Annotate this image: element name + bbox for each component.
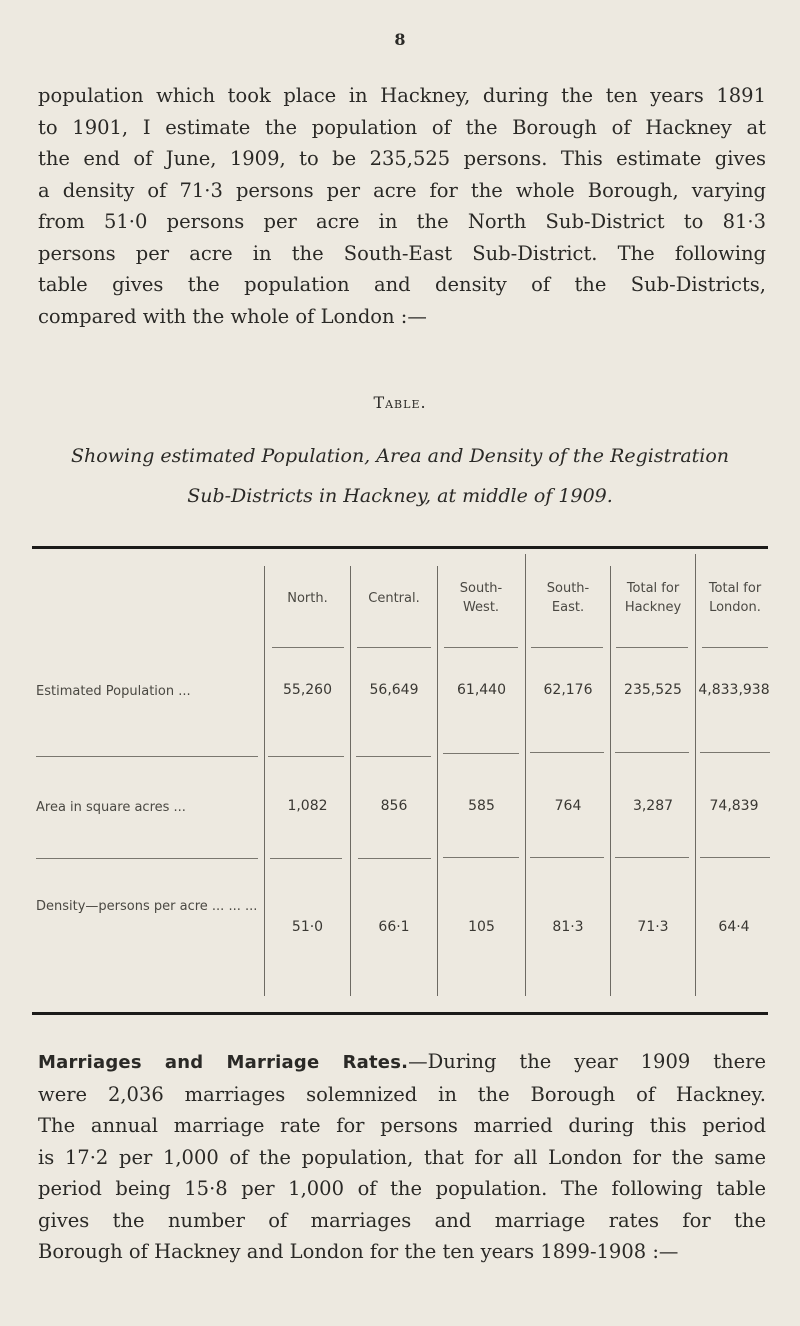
marriage-line: gives the number of marriages and marriage rates for the (38, 1208, 766, 1232)
intro-paragraph (38, 80, 766, 332)
table-cell: 3,287 (632, 798, 674, 814)
intro-line: table gives the population and density of the Sub-Districts, (38, 273, 766, 296)
marriage-line: Borough of Hackney and London for the ten years 1899-1908 :— (38, 1240, 679, 1263)
table-cell: 105 (468, 919, 495, 935)
intro-line: from 51·0 persons per acre in the North Sub-District to 81·3 (38, 210, 766, 233)
table-cell: 74,839 (709, 798, 759, 814)
row-label: Area in square acres ... (36, 800, 186, 815)
header-underline (357, 647, 431, 648)
table-top-rule (32, 546, 768, 549)
marriage-line-text: —During the year 1909 there (408, 1050, 766, 1073)
table-cell: 764 (554, 798, 582, 814)
row-separator (700, 752, 770, 753)
row-separator (615, 752, 689, 753)
row-separator (268, 756, 344, 757)
column-header-south-west: South-West. (459, 581, 503, 615)
header-underline (531, 647, 603, 648)
table-cell: 1,082 (287, 798, 328, 814)
header-underline (616, 647, 688, 648)
row-separator (443, 753, 519, 754)
section-heading: Marriages and Marriage Rates. (38, 1052, 409, 1073)
column-header-total-hackney: Total for Hackney (624, 581, 682, 615)
table-heading: Table. (373, 393, 427, 412)
row-label: Density—persons per acre ... ... ... (36, 899, 258, 914)
caption-line: Showing estimated Population, Area and Density of the Registration (70, 445, 730, 467)
table-caption (30, 436, 770, 516)
table-cell: 64·4 (718, 919, 750, 935)
row-separator (615, 857, 689, 858)
marriage-line: is 17·2 per 1,000 of the population, that for all London for the same (38, 1145, 766, 1169)
table-cell: 56,649 (369, 682, 419, 698)
page-number: 8 (394, 30, 406, 49)
table-cell: 71·3 (637, 919, 669, 935)
marriage-line (38, 1046, 766, 1079)
column-header-north: North. (287, 590, 328, 606)
row-separator (36, 756, 258, 757)
marriage-line: period being 15·8 per 1,000 of the population. The following table (38, 1177, 766, 1200)
table-cell: 62,176 (543, 682, 593, 698)
row-separator (530, 857, 604, 858)
caption-line: Sub-Districts in Hackney, at middle of 1909. (187, 485, 613, 507)
intro-line: persons per acre in the South-East Sub-District. The following (38, 241, 766, 265)
table-cell: 235,525 (624, 682, 682, 698)
table-cell: 81·3 (552, 919, 584, 935)
marriage-paragraph (38, 1046, 766, 1268)
column-header-south-east: South-East. (546, 581, 590, 615)
intro-line: a density of 71·3 persons per acre for the whole Borough, varying (38, 178, 766, 202)
intro-line: compared with the whole of London :— (38, 304, 427, 328)
row-separator (443, 857, 519, 858)
marriage-line: were 2,036 marriages solemnized in the Borough of Hackney. (38, 1082, 766, 1106)
row-separator (700, 857, 770, 858)
row-separator (358, 858, 431, 859)
row-separator (270, 858, 342, 859)
row-label: Estimated Population ... (36, 684, 191, 699)
table-cell: 55,260 (283, 682, 332, 698)
table-bottom-rule (32, 1012, 768, 1015)
header-underline (702, 647, 768, 648)
header-underline (272, 647, 344, 648)
table-cell: 4,833,938 (698, 682, 770, 698)
row-separator (356, 756, 431, 757)
marriage-line: The annual marriage rate for persons married during this period (38, 1114, 766, 1137)
table-cell: 51·0 (291, 919, 324, 935)
table-cell: 856 (380, 798, 408, 814)
table-cell: 61,440 (457, 682, 506, 698)
row-separator (36, 858, 258, 859)
row-separator (530, 752, 604, 753)
header-underline (444, 647, 518, 648)
column-header-total-london: Total for London. (708, 581, 762, 615)
intro-line: to 1901, I estimate the population of the Borough of Hackney at (38, 115, 766, 139)
intro-line: population which took place in Hackney, during the ten years 1891 (38, 84, 766, 107)
intro-line: the end of June, 1909, to be 235,525 persons. This estimate gives (38, 147, 766, 170)
column-header-central: Central. (368, 590, 420, 606)
table-cell: 585 (468, 798, 495, 814)
table-cell: 66·1 (378, 919, 410, 935)
